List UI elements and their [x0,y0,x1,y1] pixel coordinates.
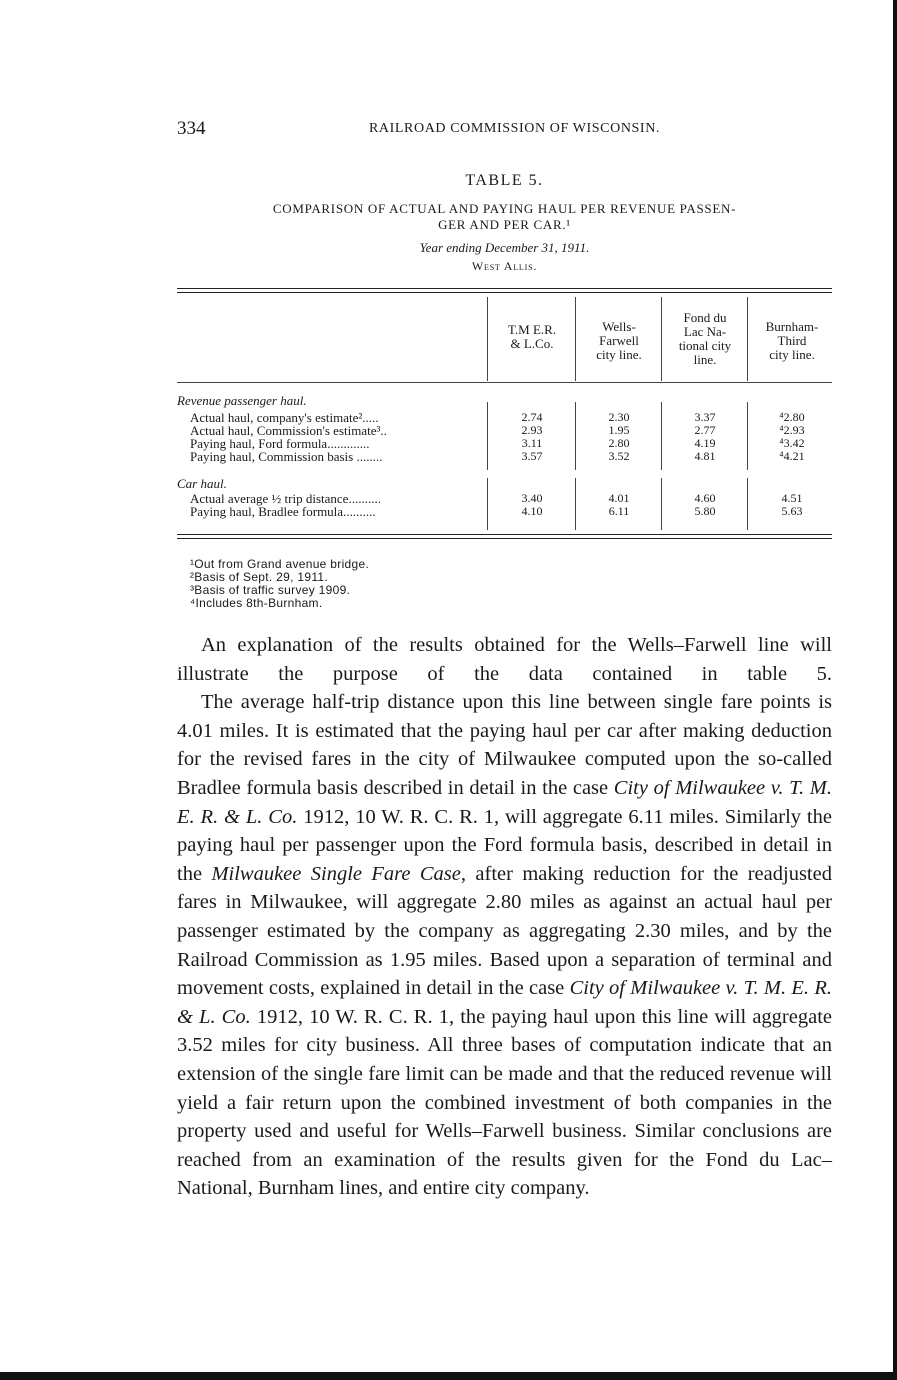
caption-line-1: COMPARISON OF ACTUAL AND PAYING HAUL PER REVENUE PASSEN- [272,201,737,216]
row-label: Actual average ½ trip distance.......... [190,491,381,506]
column-divider [487,402,488,470]
table-cell: ⁴2.80 [779,410,805,424]
column-divider [575,402,576,470]
body-text [177,631,832,1203]
section-title-passenger: Revenue passenger haul. [177,393,307,408]
row-label: Paying haul, Ford formula............. [190,436,370,451]
table-cell: 4.01 [608,491,630,505]
table-cell: 2.80 [608,436,630,450]
table-cell: 4.10 [521,504,543,518]
table-cell: 3.37 [694,410,716,424]
table-cell: 2.93 [521,423,543,437]
table-cell: 4.60 [694,491,716,505]
table-location: West Allis. [471,259,538,273]
table-cell: 3.11 [521,436,543,450]
row-label: Actual haul, Commission's estimate³.. [190,423,387,438]
table-cell: 1.95 [608,423,630,437]
footnote: ⁴Includes 8th-Burnham. [190,596,323,610]
table-top-rule [177,288,832,293]
paragraph-2: The average half-trip distance upon this line between single fare points is 4.01 miles. It is estimated that the paying haul per car after making deduction for the revised fares in the city of Milwaukee computed upon the so-called Bradlee formula basis described in detail in the case City of Milwaukee v. T. M. E. R. & L. Co. 1912, 10 W. R. C. R. 1, will aggregate 6.11 miles. Similarly the paying haul per passenger upon the Ford formula basis, described in detail in the Milwaukee Single Fare Case, after making reduction for the readjusted fares in Milwaukee, will aggregate 2.80 miles as against an actual haul per passenger estimated by the company as aggregating 2.30 miles, and by the Railroad Commission as 1.95 miles. Based upon a separation of terminal and movement costs, explained in detail in the case City of Milwaukee v. T. M. E. R. & L. Co. 1912, 10 W. R. C. R. 1, the paying haul upon this line will aggregate 3.52 miles for city business. All three bases of computation indicate that an extension of the single fare limit can be made and that the reduced revenue will yield a fair return upon the combined investment of both companies in the property used and useful for Wells–Farwell business. Similar conclusions are reached from an examination of the results given for the Fond du Lac–National, Burnham lines, and entire city company. [177,691,833,1200]
column-divider [487,478,488,530]
header-title: RAILROAD COMMISSION OF WISCONSIN. [368,121,660,136]
table-cell: ⁴4.21 [779,449,805,463]
table-cell: 6.11 [608,504,630,518]
column-divider [661,478,662,530]
case-citation: City of Milwaukee v. T. M. E. R. & L. Co. [177,776,832,828]
scan-bottom-edge [0,1372,897,1380]
column-divider [747,478,748,530]
table-cell: 2.74 [521,410,543,424]
column-divider [661,297,662,381]
table-caption [177,201,832,233]
paragraph-1: An explanation of the results obtained for the Wells–Farwell line will illustrate the purpose of the data contained in table 5. [177,634,832,685]
column-header-burnham: Burnham- Third city line. [765,319,819,362]
table-cell: 5.63 [781,504,803,518]
table-cell: 5.80 [694,504,716,518]
column-divider [575,478,576,530]
column-divider [661,402,662,470]
table-cell: 3.52 [608,449,630,463]
table-cell: 3.40 [521,491,543,505]
row-label: Paying haul, Bradlee formula.......... [190,504,376,519]
case-citation: Milwaukee Single Fare Case, [211,862,466,885]
column-header-wells-farwell: Wells- Farwell city line. [596,319,642,362]
table-label: TABLE 5. [465,172,544,189]
table-cell: 4.81 [694,449,716,463]
column-divider [747,297,748,381]
scan-right-edge [893,0,897,1380]
case-citation: City of Milwaukee v. T. M. E. R. & L. Co. [177,977,833,1028]
column-divider [575,297,576,381]
table-cell: 3.57 [521,449,543,463]
column-header-tmer: T.M E.R. & L.Co. [507,322,557,351]
page-number: 334 [177,118,206,139]
running-head [177,118,832,144]
table-cell: ⁴3.42 [779,436,805,450]
row-label: Actual haul, company's estimate²..... [190,410,379,425]
table-cell: 2.30 [608,410,630,424]
column-divider [487,297,488,381]
header-rule [177,382,832,383]
table-cell: 2.77 [694,423,716,437]
column-header-fond-du-lac: Fond du Lac Na- tional city line. [678,310,732,367]
table-cell: ⁴2.93 [779,423,805,437]
column-divider [747,402,748,470]
table-year: Year ending December 31, 1911. [419,240,590,255]
row-label: Paying haul, Commission basis ........ [190,449,383,464]
section-title-car: Car haul. [177,476,227,491]
caption-line-2: GER AND PER CAR.¹ [438,217,571,232]
footnote: ¹Out from Grand avenue bridge. [190,557,370,571]
table-cell: 4.51 [781,491,803,505]
table-bottom-rule [177,534,832,539]
footnote: ³Basis of traffic survey 1909. [190,583,351,597]
table-cell: 4.19 [694,436,716,450]
footnote: ²Basis of Sept. 29, 1911. [190,570,329,584]
